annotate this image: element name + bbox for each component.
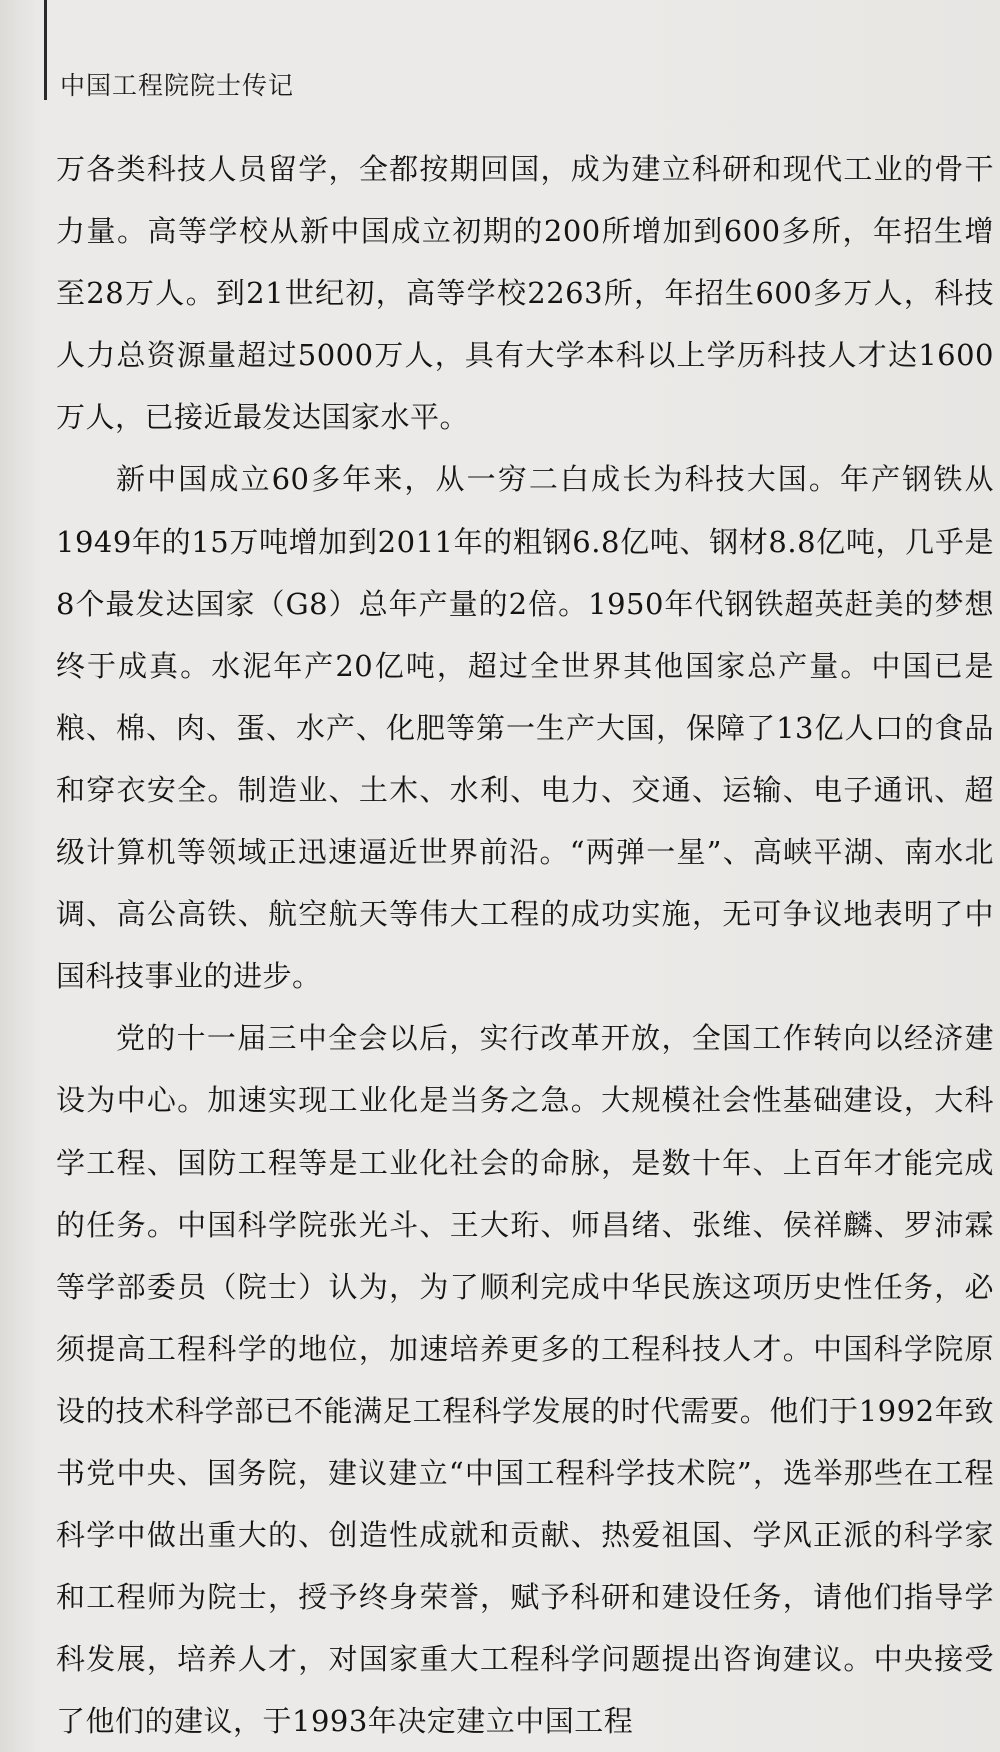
paragraph-3: 党的十一届三中全会以后，实行改革开放，全国工作转向以经济建设为中心。加速实现工业化是当务之急。大规模社会性基础建设，大科学工程、国防工程等是工业化社会的命脉，是数十年、上百年才能完成的任务。中国科学院张光斗、王大珩、师昌绪、张维、侯祥麟、罗沛霖等学部委员（院士）认为，为了顺利完成中华民族这项历史性任务，必须提高工程科学的地位，加速培养更多的工程科技人才。中国科学院原设的技术科学部已不能满足工程科学发展的时代需要。他们于1992年致书党中央、国务院，建议建立“中国工程科学技术院”，选举那些在工程科学中做出重大的、创造性成就和贡献、热爱祖国、学风正派的科学家和工程师为院士，授予终身荣誉，赋予科研和建设任务，请他们指导学科发展，培养人才，对国家重大工程科学问题提出咨询建议。中央接受了他们的建议，于1993年决定建立中国工程 [56,1021,994,1739]
body-text [56,138,994,1752]
page-margin-rule [44,0,47,100]
paragraph-2: 新中国成立60多年来，从一穷二白成长为科技大国。年产钢铁从1949年的15万吨增加到2011年的粗钢6.8亿吨、钢材8.8亿吨，几乎是8个最发达国家（G8）总年产量的2倍。1950年代钢铁超英赶美的梦想终于成真。水泥年产20亿吨，超过全世界其他国家总产量。中国已是粮、棉、肉、蛋、水产、化肥等第一生产大国，保障了13亿人口的食品和穿衣安全。制造业、土木、水利、电力、交通、运输、电子通讯、超级计算机等领域正迅速逼近世界前沿。“两弹一星”、高峡平湖、南水北调、高公高铁、航空航天等伟大工程的成功实施，无可争议地表明了中国科技事业的进步。 [56,462,994,994]
running-header: 中国工程院院士传记 [60,71,295,100]
paragraph-1: 万各类科技人员留学，全都按期回国，成为建立科研和现代工业的骨干力量。高等学校从新中国成立初期的200所增加到600多所，年招生增至28万人。到21世纪初，高等学校2263所，年招生600多万人，科技人力总资源量超过5000万人，具有大学本科以上学历科技人才达1600万人，已接近最发达国家水平。 [56,152,994,435]
